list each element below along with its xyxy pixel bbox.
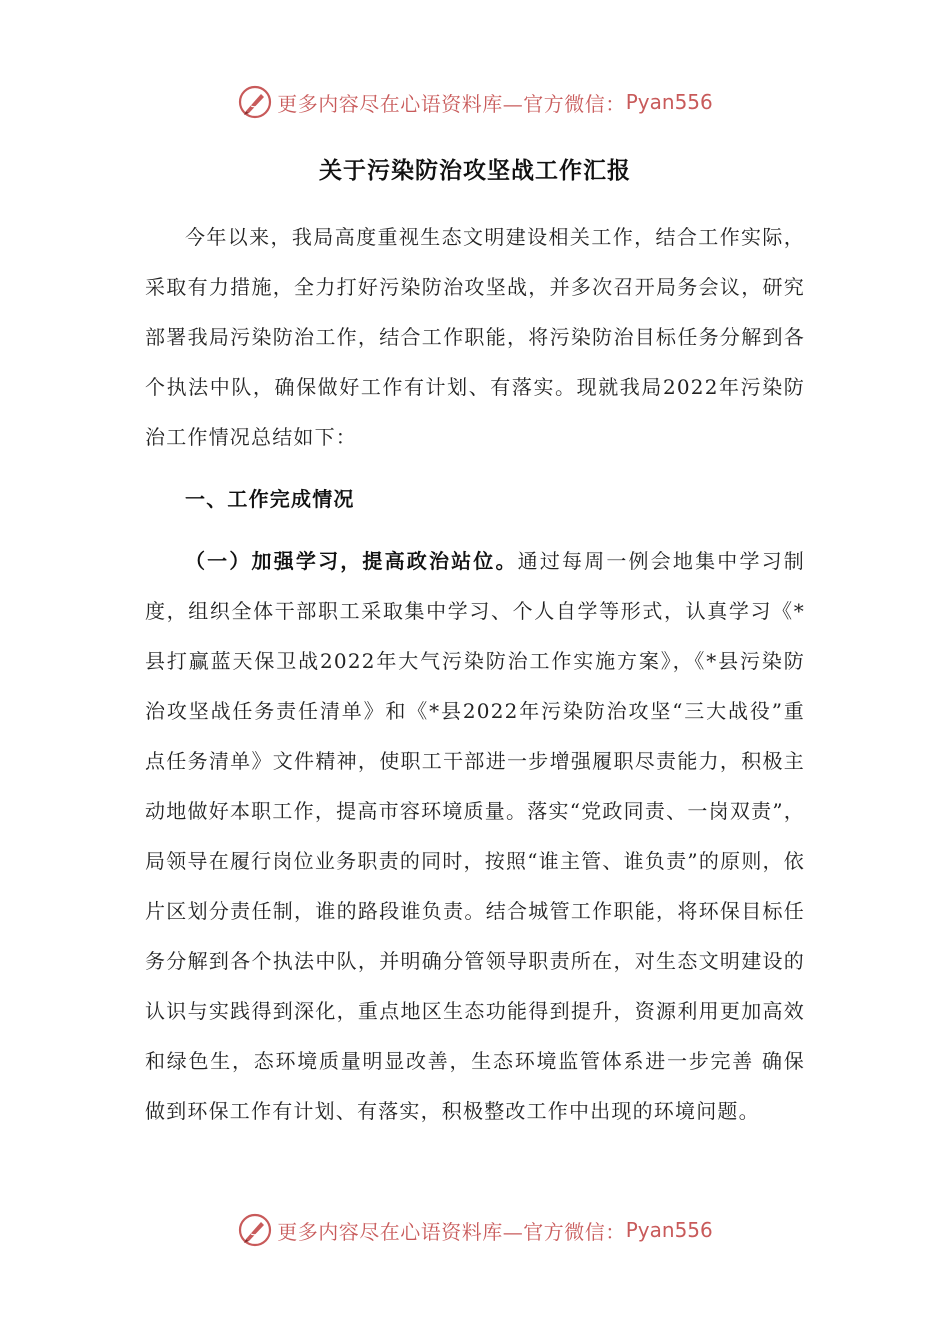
subsection-paragraph-1 xyxy=(145,536,805,1136)
document-body xyxy=(145,212,805,1136)
section-heading-1: 一、工作完成情况 xyxy=(185,487,355,511)
subsection-lead: （一）加强学习，提高政治站位。 xyxy=(185,549,518,573)
document-title: 关于污染防治攻坚战工作汇报 xyxy=(319,158,631,184)
banner-text: 更多内容尽在心语资料库—官方微信： xyxy=(277,91,626,116)
pen-logo-icon xyxy=(237,84,273,120)
intro-paragraph: 今年以来，我局高度重视生态文明建设相关工作，结合工作实际，采取有力措施，全力打好污染防治攻坚战，并多次召开局务会议，研究部署我局污染防治工作，结合工作职能，将污染防治目标任务分解到各个执法中队，确保做好工作有计划、有落实。现就我局2022年污染防治工作情况总结如下： xyxy=(145,225,805,449)
pen-logo-icon xyxy=(237,1212,273,1248)
banner-wechat-id: Pyan556 xyxy=(625,1218,713,1242)
banner-text: 更多内容尽在心语资料库—官方微信： xyxy=(277,1219,626,1244)
watermark-banner-bottom xyxy=(0,1208,950,1252)
banner-wechat-id: Pyan556 xyxy=(625,90,713,114)
watermark-banner-top xyxy=(0,80,950,124)
subsection-body: 通过每周一例会地集中学习制度，组织全体干部职工采取集中学习、个人自学等形式，认真学习《*县打赢蓝天保卫战2022年大气污染防治工作实施方案》，《*县污染防治攻坚战任务责任清单》和《*县2022年污染防治攻坚“三大战役”重点任务清单》文件精神，使职工干部进一步增强履职尽责能力，积极主动地做好本职工作，提高市容环境质量。落实“党政同责、一岗双责”，局领导在履行岗位业务职责的同时，按照“谁主管、谁负责”的原则，依片区划分责任制，谁的路段谁负责。结合城管工作职能，将环保目标任务分解到各个执法中队，并明确分管领导职责所在，对生态文明建设的认识与实践得到深化，重点地区生态功能得到提升，资源利用更加高效和绿色生，态环境质量明显改善，生态环境监管体系进一步完善 确保做到环保工作有计划、有落实，积极整改工作中出现的环境问题。 xyxy=(145,549,806,1123)
